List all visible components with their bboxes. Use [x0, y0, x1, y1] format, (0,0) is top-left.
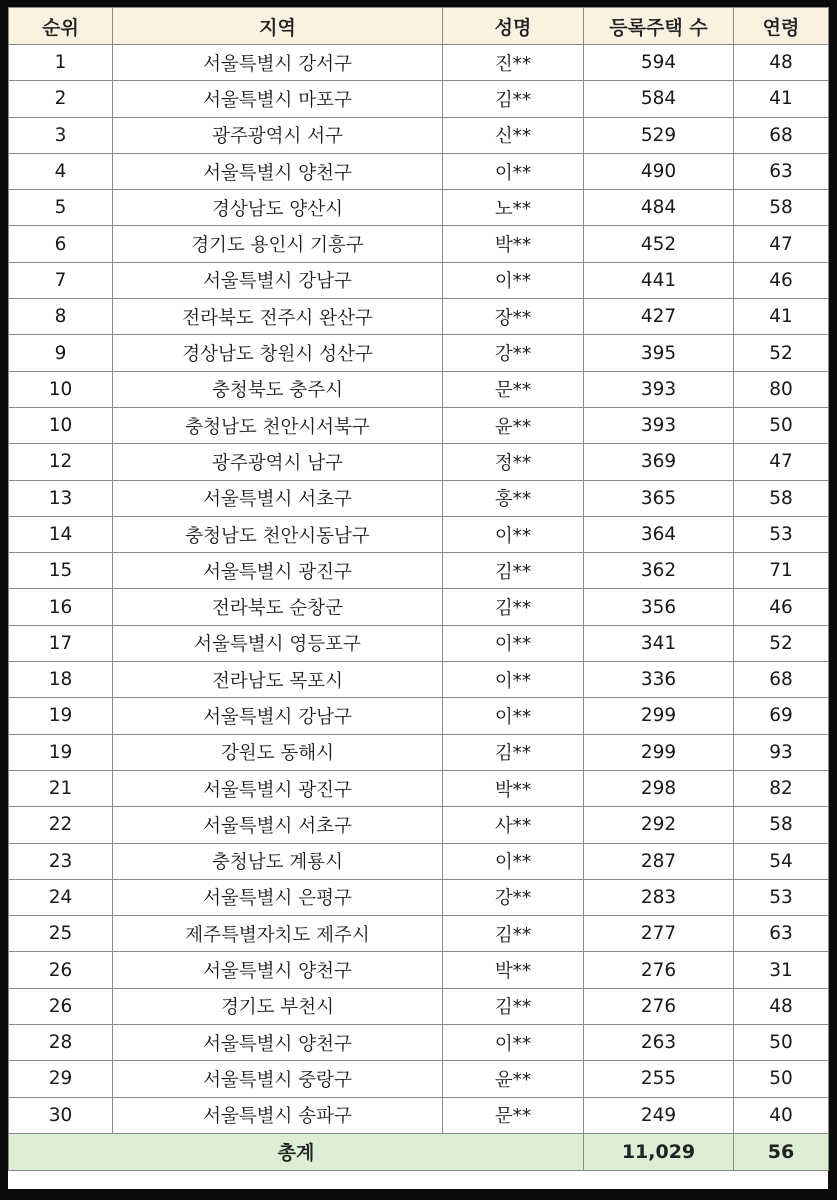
- cell-count: 283: [584, 879, 734, 915]
- table-document: [8, 7, 828, 1189]
- table-row: [9, 480, 829, 516]
- cell-rank: 7: [9, 262, 113, 298]
- cell-region: 충청남도 천안시동남구: [113, 516, 443, 552]
- cell-count: 365: [584, 480, 734, 516]
- cell-name: 문**: [443, 371, 584, 407]
- cell-age: 52: [734, 625, 829, 661]
- cell-count: 336: [584, 662, 734, 698]
- cell-region: 서울특별시 양천구: [113, 952, 443, 988]
- cell-region: 서울특별시 은평구: [113, 879, 443, 915]
- cell-age: 63: [734, 153, 829, 189]
- cell-region: 전라북도 순창군: [113, 589, 443, 625]
- cell-rank: 25: [9, 916, 113, 952]
- cell-rank: 24: [9, 879, 113, 915]
- cell-region: 서울특별시 광진구: [113, 553, 443, 589]
- header-count: 등록주택 수: [584, 8, 734, 45]
- table-row: [9, 1025, 829, 1061]
- cell-rank: 2: [9, 81, 113, 117]
- cell-region: 전라남도 목포시: [113, 662, 443, 698]
- table-row: [9, 879, 829, 915]
- cell-rank: 8: [9, 299, 113, 335]
- cell-count: 393: [584, 371, 734, 407]
- table-row: [9, 45, 829, 81]
- cell-count: 299: [584, 698, 734, 734]
- cell-count: 364: [584, 516, 734, 552]
- header-rank: 순위: [9, 8, 113, 45]
- cell-rank: 1: [9, 45, 113, 81]
- cell-count: 393: [584, 407, 734, 443]
- table-row: [9, 407, 829, 443]
- cell-region: 서울특별시 양천구: [113, 153, 443, 189]
- cell-rank: 18: [9, 662, 113, 698]
- cell-name: 이**: [443, 698, 584, 734]
- cell-region: 서울특별시 서초구: [113, 807, 443, 843]
- cell-name: 홍**: [443, 480, 584, 516]
- cell-rank: 19: [9, 734, 113, 770]
- cell-region: 충청남도 천안시서북구: [113, 407, 443, 443]
- cell-name: 이**: [443, 625, 584, 661]
- table-row: [9, 190, 829, 226]
- cell-name: 이**: [443, 516, 584, 552]
- cell-age: 82: [734, 770, 829, 806]
- cell-age: 41: [734, 81, 829, 117]
- cell-rank: 12: [9, 444, 113, 480]
- cell-age: 46: [734, 262, 829, 298]
- table-row: [9, 81, 829, 117]
- cell-name: 박**: [443, 226, 584, 262]
- cell-age: 31: [734, 952, 829, 988]
- cell-name: 김**: [443, 553, 584, 589]
- table-row: [9, 662, 829, 698]
- table-row: [9, 1097, 829, 1133]
- cell-count: 452: [584, 226, 734, 262]
- cell-region: 충청북도 충주시: [113, 371, 443, 407]
- cell-rank: 14: [9, 516, 113, 552]
- table-row: [9, 589, 829, 625]
- cell-age: 93: [734, 734, 829, 770]
- cell-region: 서울특별시 마포구: [113, 81, 443, 117]
- total-age: 56: [734, 1133, 829, 1170]
- cell-region: 서울특별시 서초구: [113, 480, 443, 516]
- cell-name: 문**: [443, 1097, 584, 1133]
- cell-name: 신**: [443, 117, 584, 153]
- cell-age: 46: [734, 589, 829, 625]
- cell-age: 50: [734, 407, 829, 443]
- cell-count: 249: [584, 1097, 734, 1133]
- cell-name: 강**: [443, 335, 584, 371]
- header-name: 성명: [443, 8, 584, 45]
- cell-count: 356: [584, 589, 734, 625]
- cell-age: 53: [734, 879, 829, 915]
- cell-region: 서울특별시 강남구: [113, 262, 443, 298]
- table-row: [9, 226, 829, 262]
- cell-name: 김**: [443, 988, 584, 1024]
- cell-age: 69: [734, 698, 829, 734]
- cell-name: 윤**: [443, 1061, 584, 1097]
- cell-name: 박**: [443, 770, 584, 806]
- cell-rank: 15: [9, 553, 113, 589]
- cell-age: 58: [734, 190, 829, 226]
- cell-count: 427: [584, 299, 734, 335]
- cell-region: 경기도 부천시: [113, 988, 443, 1024]
- cell-age: 48: [734, 45, 829, 81]
- cell-name: 이**: [443, 153, 584, 189]
- table-row: [9, 770, 829, 806]
- cell-age: 47: [734, 444, 829, 480]
- cell-count: 584: [584, 81, 734, 117]
- cell-region: 서울특별시 강남구: [113, 698, 443, 734]
- header-region: 지역: [113, 8, 443, 45]
- cell-name: 사**: [443, 807, 584, 843]
- cell-count: 529: [584, 117, 734, 153]
- cell-rank: 26: [9, 952, 113, 988]
- table-row: [9, 734, 829, 770]
- cell-count: 298: [584, 770, 734, 806]
- table-row: [9, 1061, 829, 1097]
- cell-region: 경상남도 양산시: [113, 190, 443, 226]
- cell-count: 276: [584, 988, 734, 1024]
- cell-name: 노**: [443, 190, 584, 226]
- cell-name: 강**: [443, 879, 584, 915]
- cell-rank: 6: [9, 226, 113, 262]
- table-row: [9, 371, 829, 407]
- table-body: [9, 45, 829, 1134]
- cell-region: 서울특별시 강서구: [113, 45, 443, 81]
- table-row: [9, 335, 829, 371]
- cell-age: 50: [734, 1061, 829, 1097]
- cell-age: 41: [734, 299, 829, 335]
- header-row: [9, 8, 829, 45]
- cell-rank: 29: [9, 1061, 113, 1097]
- cell-region: 경기도 용인시 기흥구: [113, 226, 443, 262]
- cell-name: 장**: [443, 299, 584, 335]
- cell-rank: 22: [9, 807, 113, 843]
- table-row: [9, 299, 829, 335]
- cell-name: 김**: [443, 734, 584, 770]
- cell-name: 박**: [443, 952, 584, 988]
- cell-age: 54: [734, 843, 829, 879]
- cell-count: 292: [584, 807, 734, 843]
- cell-age: 40: [734, 1097, 829, 1133]
- cell-age: 80: [734, 371, 829, 407]
- cell-region: 경상남도 창원시 성산구: [113, 335, 443, 371]
- cell-rank: 10: [9, 371, 113, 407]
- cell-count: 263: [584, 1025, 734, 1061]
- cell-rank: 13: [9, 480, 113, 516]
- table-row: [9, 843, 829, 879]
- cell-rank: 28: [9, 1025, 113, 1061]
- table-row: [9, 153, 829, 189]
- cell-count: 287: [584, 843, 734, 879]
- cell-rank: 9: [9, 335, 113, 371]
- cell-rank: 26: [9, 988, 113, 1024]
- cell-age: 71: [734, 553, 829, 589]
- cell-rank: 4: [9, 153, 113, 189]
- cell-region: 서울특별시 영등포구: [113, 625, 443, 661]
- cell-name: 이**: [443, 843, 584, 879]
- cell-age: 68: [734, 662, 829, 698]
- cell-name: 이**: [443, 262, 584, 298]
- table-row: [9, 516, 829, 552]
- cell-rank: 3: [9, 117, 113, 153]
- table-row: [9, 952, 829, 988]
- cell-rank: 30: [9, 1097, 113, 1133]
- cell-region: 서울특별시 광진구: [113, 770, 443, 806]
- cell-region: 전라북도 전주시 완산구: [113, 299, 443, 335]
- cell-region: 강원도 동해시: [113, 734, 443, 770]
- cell-rank: 21: [9, 770, 113, 806]
- total-row: [9, 1133, 829, 1170]
- cell-name: 김**: [443, 589, 584, 625]
- cell-age: 53: [734, 516, 829, 552]
- table-row: [9, 117, 829, 153]
- cell-region: 서울특별시 양천구: [113, 1025, 443, 1061]
- table-row: [9, 698, 829, 734]
- cell-rank: 19: [9, 698, 113, 734]
- cell-age: 68: [734, 117, 829, 153]
- cell-region: 광주광역시 서구: [113, 117, 443, 153]
- table-row: [9, 444, 829, 480]
- cell-region: 제주특별자치도 제주시: [113, 916, 443, 952]
- cell-count: 341: [584, 625, 734, 661]
- cell-rank: 23: [9, 843, 113, 879]
- table-row: [9, 988, 829, 1024]
- table-row: [9, 807, 829, 843]
- cell-count: 594: [584, 45, 734, 81]
- cell-count: 484: [584, 190, 734, 226]
- cell-rank: 5: [9, 190, 113, 226]
- cell-name: 정**: [443, 444, 584, 480]
- table-row: [9, 262, 829, 298]
- total-label: 총계: [9, 1133, 584, 1170]
- total-count: 11,029: [584, 1133, 734, 1170]
- cell-rank: 16: [9, 589, 113, 625]
- cell-age: 48: [734, 988, 829, 1024]
- cell-count: 255: [584, 1061, 734, 1097]
- cell-region: 광주광역시 남구: [113, 444, 443, 480]
- cell-age: 63: [734, 916, 829, 952]
- cell-age: 58: [734, 807, 829, 843]
- cell-count: 277: [584, 916, 734, 952]
- cell-count: 369: [584, 444, 734, 480]
- cell-name: 김**: [443, 81, 584, 117]
- cell-region: 충청남도 계룡시: [113, 843, 443, 879]
- table-row: [9, 916, 829, 952]
- cell-count: 490: [584, 153, 734, 189]
- cell-count: 441: [584, 262, 734, 298]
- cell-count: 299: [584, 734, 734, 770]
- cell-name: 진**: [443, 45, 584, 81]
- header-age: 연령: [734, 8, 829, 45]
- cell-name: 윤**: [443, 407, 584, 443]
- housing-ranking-table: [8, 7, 829, 1171]
- table-row: [9, 625, 829, 661]
- cell-rank: 17: [9, 625, 113, 661]
- table-row: [9, 553, 829, 589]
- cell-count: 276: [584, 952, 734, 988]
- cell-age: 58: [734, 480, 829, 516]
- cell-age: 47: [734, 226, 829, 262]
- cell-name: 이**: [443, 1025, 584, 1061]
- cell-age: 50: [734, 1025, 829, 1061]
- cell-count: 362: [584, 553, 734, 589]
- cell-count: 395: [584, 335, 734, 371]
- cell-name: 김**: [443, 916, 584, 952]
- cell-rank: 10: [9, 407, 113, 443]
- cell-region: 서울특별시 중랑구: [113, 1061, 443, 1097]
- cell-region: 서울특별시 송파구: [113, 1097, 443, 1133]
- cell-age: 52: [734, 335, 829, 371]
- cell-name: 이**: [443, 662, 584, 698]
